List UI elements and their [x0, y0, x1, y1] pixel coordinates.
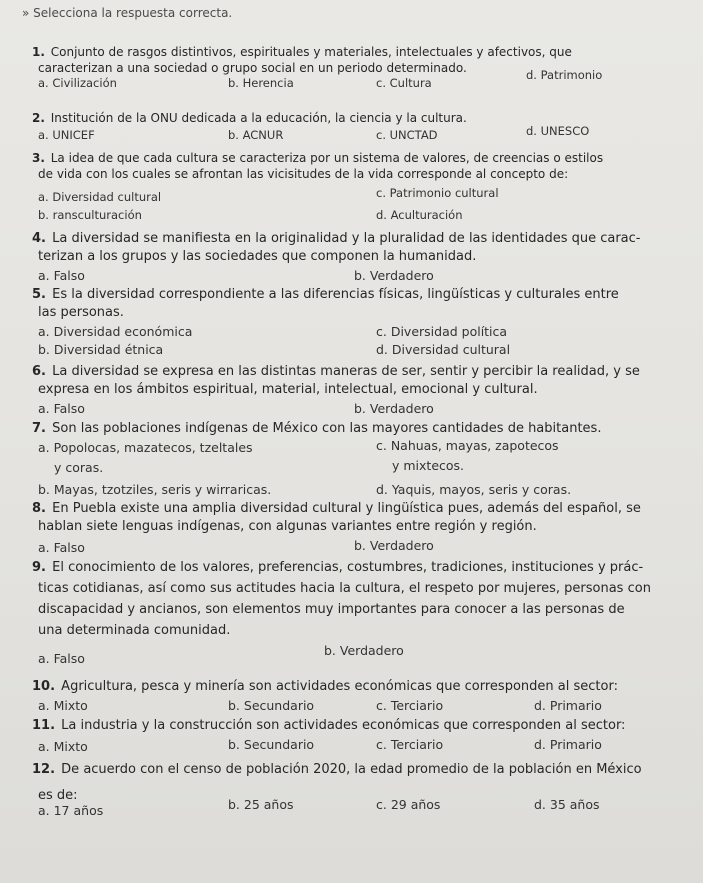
option-d[interactable]: d. Aculturación: [376, 208, 463, 222]
stem-line: terizan a los grupos y las sociedades que componen la humanidad.: [38, 249, 477, 264]
option-c[interactable]: c. Cultura: [376, 76, 432, 90]
options-row: [32, 696, 685, 714]
question-number: 4.: [32, 231, 46, 246]
options-row: [32, 536, 685, 554]
option-a[interactable]: a. Mixto: [38, 698, 88, 713]
option-b[interactable]: b. Verdadero: [354, 401, 434, 416]
question-stem: [32, 420, 685, 438]
option-b[interactable]: b. Secundario: [228, 737, 315, 752]
option-a[interactable]: a. Mixto: [38, 739, 88, 754]
question-6: [32, 363, 685, 417]
option-b[interactable]: b. Herencia: [228, 76, 294, 90]
stem-line: De acuerdo con el censo de población 2020, la edad promedio de la población en México: [61, 762, 642, 777]
option-b[interactable]: b. ACNUR: [228, 128, 284, 142]
question-2: [32, 110, 685, 143]
option-b[interactable]: b. 25 años: [228, 797, 294, 812]
question-9: [32, 557, 685, 666]
question-number: 12.: [32, 762, 56, 777]
question-number: 2.: [32, 111, 45, 125]
option-c[interactable]: c. Diversidad política: [376, 324, 508, 339]
question-number: 11.: [32, 718, 56, 733]
option-b[interactable]: b. ransculturación: [38, 208, 142, 222]
question-11: [32, 717, 685, 753]
option-d[interactable]: d. Diversidad cultural: [376, 342, 511, 357]
question-number: 7.: [32, 421, 46, 436]
stem-line: las personas.: [38, 305, 124, 320]
question-number: 10.: [32, 679, 56, 694]
stem-line: Es la diversidad correspondiente a las diferencias físicas, lingüísticas y culturales entre: [52, 287, 619, 302]
question-5: [32, 286, 685, 358]
stem-line: Agricultura, pesca y minería son actividades económicas que corresponden al sector:: [61, 679, 618, 694]
stem-line: es de:: [38, 788, 78, 803]
stem-line: La idea de que cada cultura se caracteriza por un sistema de valores, de creencias o estilos: [50, 151, 604, 165]
question-stem: [32, 717, 685, 735]
option-d[interactable]: d. UNESCO: [526, 124, 590, 138]
option-a[interactable]: a. Falso: [38, 540, 85, 555]
stem-line: Son las poblaciones indígenas de México con las mayores cantidades de habitantes.: [52, 421, 602, 436]
options-row: [32, 641, 685, 666]
option-a[interactable]: a. Falso: [38, 268, 85, 283]
stem-line: una determinada comunidad.: [38, 623, 231, 638]
option-a[interactable]: a. Falso: [38, 401, 85, 416]
question-stem: [32, 678, 685, 696]
question-number: 8.: [32, 501, 46, 516]
question-12: [32, 757, 685, 827]
question-8: [32, 500, 685, 554]
option-b[interactable]: b. Diversidad étnica: [38, 342, 164, 357]
option-a[interactable]: [38, 440, 253, 476]
options-row: [32, 186, 685, 222]
option-line: c. Nahuas, mayas, zapotecos: [376, 438, 559, 453]
question-number: 1.: [32, 45, 45, 59]
options-row: [32, 266, 685, 284]
question-7: [32, 420, 685, 496]
option-d[interactable]: d. Primario: [534, 737, 602, 752]
option-b[interactable]: b. Mayas, tzotziles, seris y wirraricas.: [38, 482, 272, 497]
option-c[interactable]: c. Patrimonio cultural: [376, 186, 499, 200]
stem-line: de vida con los cuales se afrontan las vicisitudes de la vida corresponde al concepto de:: [38, 167, 569, 181]
stem-line: La industria y la construcción son actividades económicas que corresponden al sector:: [61, 718, 626, 733]
stem-line: La diversidad se manifiesta en la originalidad y la pluralidad de las identidades que carac-: [52, 231, 641, 246]
options-row: [32, 322, 685, 358]
option-a[interactable]: a. Diversidad económica: [38, 324, 193, 339]
question-number: 3.: [32, 151, 45, 165]
question-10: [32, 678, 685, 714]
stem-line: Institución de la ONU dedicada a la educación, la ciencia y la cultura.: [50, 111, 467, 125]
options-row: [32, 438, 685, 496]
question-4: [32, 230, 685, 284]
instruction-text: » Selecciona la respuesta correcta.: [22, 6, 233, 20]
question-stem: [32, 286, 685, 322]
option-d[interactable]: d. Patrimonio: [526, 68, 603, 82]
option-b[interactable]: b. Secundario: [228, 698, 315, 713]
option-line: y coras.: [54, 460, 104, 475]
question-stem: [32, 500, 685, 536]
option-c[interactable]: c. 29 años: [376, 797, 441, 812]
question-3: [32, 150, 685, 222]
stem-line: discapacidad y ancianos, son elementos muy importantes para conocer a las personas de: [38, 602, 625, 617]
option-b[interactable]: b. Verdadero: [324, 643, 404, 658]
stem-line: En Puebla existe una amplia diversidad cultural y lingüística pues, además del español, se: [52, 501, 641, 516]
question-number: 6.: [32, 364, 46, 379]
question-stem: [32, 363, 685, 399]
question-1: [32, 44, 685, 91]
question-number: 5.: [32, 287, 46, 302]
question-stem: [32, 230, 685, 266]
stem-line: hablan siete lenguas indígenas, con algunas variantes entre región y región.: [38, 519, 537, 534]
options-row: [32, 126, 685, 143]
stem-line: La diversidad se expresa en las distintas maneras de ser, sentir y percibir la realidad, y se: [52, 364, 640, 379]
option-b[interactable]: b. Verdadero: [354, 538, 434, 553]
option-line: a. Popolocas, mazatecos, tzeltales: [38, 440, 253, 455]
option-c[interactable]: c. Terciario: [376, 737, 444, 752]
option-a[interactable]: a. Civilización: [38, 76, 117, 90]
option-c[interactable]: c. UNCTAD: [376, 128, 438, 142]
option-d[interactable]: d. Primario: [534, 698, 602, 713]
question-stem: [32, 557, 685, 641]
question-number: 9.: [32, 560, 46, 575]
option-a[interactable]: a. Diversidad cultural: [38, 190, 162, 204]
stem-line: Conjunto de rasgos distintivos, espirituales y materiales, intelectuales y afectivos, que: [50, 45, 572, 59]
options-row: [32, 399, 685, 417]
option-line: y mixtecos.: [392, 458, 465, 473]
option-c[interactable]: [376, 438, 559, 474]
option-d[interactable]: d. 35 años: [534, 797, 600, 812]
stem-line: ticas cotidianas, así como sus actitudes hacia la cultura, el respeto por mujeres, personas con: [38, 581, 651, 596]
option-a[interactable]: a. UNICEF: [38, 128, 95, 142]
stem-line: expresa en los ámbitos espiritual, material, intelectual, emocional y cultural.: [38, 382, 538, 397]
question-stem: [32, 150, 685, 182]
options-row: [32, 797, 685, 827]
stem-line: El conocimiento de los valores, preferencias, costumbres, tradiciones, instituciones y prác-: [52, 560, 644, 575]
option-c[interactable]: c. Terciario: [376, 698, 444, 713]
option-a[interactable]: a. 17 años: [38, 803, 104, 818]
stem-line: caracterizan a una sociedad o grupo social en un periodo determinado.: [38, 61, 467, 75]
option-a[interactable]: a. Falso: [38, 651, 85, 666]
option-b[interactable]: b. Verdadero: [354, 268, 434, 283]
option-d[interactable]: d. Yaquis, mayos, seris y coras.: [376, 482, 572, 497]
options-row: [32, 735, 685, 753]
